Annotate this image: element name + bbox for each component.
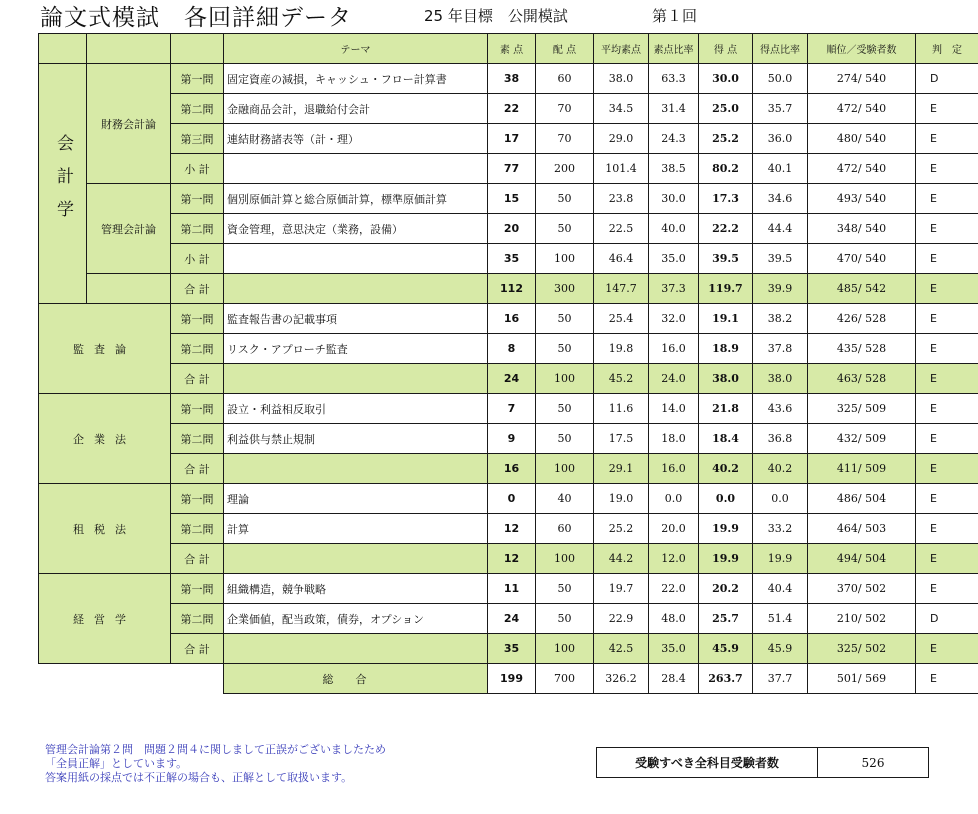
- allocation-cell: 50: [536, 304, 594, 334]
- raw-ratio-cell: 24.3: [649, 124, 699, 154]
- rank-cell: 432/ 509: [808, 424, 916, 454]
- raw-ratio-cell: 38.5: [649, 154, 699, 184]
- raw-score-cell: 24: [488, 604, 536, 634]
- points-cell: 39.5: [699, 244, 753, 274]
- rank-cell: 348/ 540: [808, 214, 916, 244]
- rank-cell: 325/ 502: [808, 634, 916, 664]
- raw-score-cell: 9: [488, 424, 536, 454]
- raw-score-cell: 35: [488, 244, 536, 274]
- grade-cell: E: [916, 304, 978, 334]
- theme-cell: [224, 154, 488, 184]
- raw-score-cell: 77: [488, 154, 536, 184]
- points-ratio-cell: 51.4: [753, 604, 808, 634]
- col-raw: 素 点: [488, 34, 536, 64]
- points-ratio-cell: 43.6: [753, 394, 808, 424]
- allocation-cell: 50: [536, 604, 594, 634]
- allocation-cell: 70: [536, 124, 594, 154]
- table-row: [39, 424, 978, 454]
- allocation-cell: 100: [536, 364, 594, 394]
- points-ratio-cell: 33.2: [753, 514, 808, 544]
- points-cell: 21.8: [699, 394, 753, 424]
- allocation-cell: 50: [536, 394, 594, 424]
- theme-cell: 計算: [224, 514, 488, 544]
- average-raw-cell: 46.4: [594, 244, 649, 274]
- table-row: [39, 334, 978, 364]
- points-cell: 18.4: [699, 424, 753, 454]
- raw-ratio-cell: 35.0: [649, 634, 699, 664]
- col-theme: テーマ: [224, 34, 488, 64]
- raw-score-cell: 17: [488, 124, 536, 154]
- subject-kansa: 監査論: [39, 304, 171, 394]
- question-label: 合 計: [171, 544, 224, 574]
- question-label: 小 計: [171, 154, 224, 184]
- table-row: [39, 394, 978, 424]
- score-table: [38, 33, 978, 694]
- question-label: 第二問: [171, 214, 224, 244]
- theme-cell: 資金管理，意思決定（業務，設備）: [224, 214, 488, 244]
- table-row: [39, 604, 978, 634]
- average-raw-cell: 25.4: [594, 304, 649, 334]
- question-label: 合 計: [171, 364, 224, 394]
- grand-total-label: 総合: [224, 664, 488, 694]
- theme-cell: 金融商品会計，退職給付会計: [224, 94, 488, 124]
- subject-sozei: 租税法: [39, 484, 171, 574]
- subject-kaikei: [39, 64, 87, 304]
- rank-cell: 472/ 540: [808, 154, 916, 184]
- allocation-cell: 60: [536, 514, 594, 544]
- question-label: 第一問: [171, 64, 224, 94]
- points-cell: 25.2: [699, 124, 753, 154]
- rank-cell: 463/ 528: [808, 364, 916, 394]
- grade-cell: E: [916, 244, 978, 274]
- raw-ratio-cell: 16.0: [649, 334, 699, 364]
- raw-ratio-cell: 30.0: [649, 184, 699, 214]
- points-ratio-cell: 50.0: [753, 64, 808, 94]
- allocation-cell: 100: [536, 454, 594, 484]
- average-raw-cell: 25.2: [594, 514, 649, 544]
- raw-ratio-cell: 24.0: [649, 364, 699, 394]
- raw-score-cell: 0: [488, 484, 536, 514]
- total-allocation-cell: 700: [536, 664, 594, 694]
- rank-cell: 411/ 509: [808, 454, 916, 484]
- allocation-cell: 100: [536, 544, 594, 574]
- grade-cell: E: [916, 634, 978, 664]
- grade-cell: D: [916, 64, 978, 94]
- table-row: [39, 304, 978, 334]
- question-label: 第二問: [171, 424, 224, 454]
- table-row: [39, 244, 978, 274]
- points-ratio-cell: 19.9: [753, 544, 808, 574]
- grade-cell: E: [916, 154, 978, 184]
- note-line-3: 答案用紙の採点では不正解の場合も、正解として取扱います。: [45, 771, 353, 784]
- examinee-count-label: 受験すべき全科目受験者数: [597, 748, 818, 778]
- question-label: 第一問: [171, 574, 224, 604]
- raw-score-cell: 15: [488, 184, 536, 214]
- table-row: [39, 364, 978, 394]
- raw-ratio-cell: 35.0: [649, 244, 699, 274]
- rank-cell: 210/ 502: [808, 604, 916, 634]
- raw-ratio-cell: 40.0: [649, 214, 699, 244]
- grade-cell: E: [916, 424, 978, 454]
- table-row: [39, 574, 978, 604]
- raw-score-cell: 11: [488, 574, 536, 604]
- total-rank-cell: 501/ 569: [808, 664, 916, 694]
- points-ratio-cell: 0.0: [753, 484, 808, 514]
- points-cell: 38.0: [699, 364, 753, 394]
- average-raw-cell: 147.7: [594, 274, 649, 304]
- table-row: [39, 484, 978, 514]
- raw-score-cell: 112: [488, 274, 536, 304]
- table-row: [39, 154, 978, 184]
- theme-cell: [224, 274, 488, 304]
- average-raw-cell: 42.5: [594, 634, 649, 664]
- total-grade-cell: E: [916, 664, 978, 694]
- points-ratio-cell: 40.1: [753, 154, 808, 184]
- raw-ratio-cell: 31.4: [649, 94, 699, 124]
- points-cell: 25.0: [699, 94, 753, 124]
- average-raw-cell: 11.6: [594, 394, 649, 424]
- average-raw-cell: 44.2: [594, 544, 649, 574]
- table-row: [39, 64, 978, 94]
- total-points-cell: 263.7: [699, 664, 753, 694]
- examinee-count-value: 526: [818, 748, 929, 778]
- points-cell: 19.1: [699, 304, 753, 334]
- question-label: 第一問: [171, 184, 224, 214]
- theme-cell: 連結財務諸表等（計・理）: [224, 124, 488, 154]
- points-cell: 19.9: [699, 514, 753, 544]
- rank-cell: 485/ 542: [808, 274, 916, 304]
- allocation-cell: 50: [536, 214, 594, 244]
- question-label: 第二問: [171, 604, 224, 634]
- raw-score-cell: 16: [488, 454, 536, 484]
- points-cell: 0.0: [699, 484, 753, 514]
- question-label: 第二問: [171, 334, 224, 364]
- points-ratio-cell: 44.4: [753, 214, 808, 244]
- grand-total-row: [39, 664, 978, 694]
- exam-target: 25 年目標 公開模試: [424, 7, 568, 25]
- grade-cell: E: [916, 184, 978, 214]
- raw-score-cell: 12: [488, 544, 536, 574]
- note-line-1: 管理会計論第２問 問題２問４に関しまして正誤がございましたため: [45, 743, 386, 756]
- table-row: [39, 214, 978, 244]
- grade-cell: E: [916, 484, 978, 514]
- raw-score-cell: 24: [488, 364, 536, 394]
- rank-cell: 494/ 504: [808, 544, 916, 574]
- average-raw-cell: 23.8: [594, 184, 649, 214]
- points-ratio-cell: 40.2: [753, 454, 808, 484]
- points-ratio-cell: 38.2: [753, 304, 808, 334]
- rank-cell: 426/ 528: [808, 304, 916, 334]
- exam-round: 第１回: [652, 7, 698, 25]
- points-ratio-cell: 37.8: [753, 334, 808, 364]
- rank-cell: 472/ 540: [808, 94, 916, 124]
- col-rank: 順位／受験者数: [808, 34, 916, 64]
- raw-ratio-cell: 0.0: [649, 484, 699, 514]
- points-ratio-cell: 38.0: [753, 364, 808, 394]
- raw-score-cell: 38: [488, 64, 536, 94]
- rank-cell: 370/ 502: [808, 574, 916, 604]
- grade-cell: E: [916, 274, 978, 304]
- grade-cell: E: [916, 334, 978, 364]
- allocation-cell: 50: [536, 424, 594, 454]
- col-avg-raw: 平均素点: [594, 34, 649, 64]
- grade-cell: E: [916, 214, 978, 244]
- allocation-cell: 200: [536, 154, 594, 184]
- points-cell: 119.7: [699, 274, 753, 304]
- points-cell: 19.9: [699, 544, 753, 574]
- allocation-cell: 50: [536, 334, 594, 364]
- theme-cell: リスク・アプローチ監査: [224, 334, 488, 364]
- average-raw-cell: 34.5: [594, 94, 649, 124]
- theme-cell: 設立・利益相反取引: [224, 394, 488, 424]
- average-raw-cell: 19.0: [594, 484, 649, 514]
- table-row: [39, 274, 978, 304]
- grade-cell: E: [916, 514, 978, 544]
- subject-kigyo: 企業法: [39, 394, 171, 484]
- points-cell: 40.2: [699, 454, 753, 484]
- theme-cell: 個別原価計算と総合原価計算，標準原価計算: [224, 184, 488, 214]
- allocation-cell: 300: [536, 274, 594, 304]
- grade-cell: E: [916, 574, 978, 604]
- subsubject-kanri: 管理会計論: [87, 184, 171, 274]
- rank-cell: 435/ 528: [808, 334, 916, 364]
- theme-cell: [224, 364, 488, 394]
- raw-ratio-cell: 22.0: [649, 574, 699, 604]
- table-row: [39, 634, 978, 664]
- raw-score-cell: 12: [488, 514, 536, 544]
- examinee-count-box: [596, 747, 929, 778]
- points-cell: 22.2: [699, 214, 753, 244]
- average-raw-cell: 29.0: [594, 124, 649, 154]
- note-line-2: 「全員正解」としています。: [45, 757, 188, 770]
- raw-score-cell: 20: [488, 214, 536, 244]
- raw-score-cell: 22: [488, 94, 536, 124]
- raw-score-cell: 8: [488, 334, 536, 364]
- table-row: [39, 184, 978, 214]
- average-raw-cell: 17.5: [594, 424, 649, 454]
- points-cell: 25.7: [699, 604, 753, 634]
- question-label: 合 計: [171, 274, 224, 304]
- raw-ratio-cell: 20.0: [649, 514, 699, 544]
- theme-cell: [224, 454, 488, 484]
- average-raw-cell: 101.4: [594, 154, 649, 184]
- col-points: 得 点: [699, 34, 753, 64]
- theme-cell: [224, 634, 488, 664]
- total-raw-cell: 199: [488, 664, 536, 694]
- col-raw-ratio: 素点比率: [649, 34, 699, 64]
- question-label: 合 計: [171, 454, 224, 484]
- grade-cell: E: [916, 394, 978, 424]
- rank-cell: 464/ 503: [808, 514, 916, 544]
- points-cell: 30.0: [699, 64, 753, 94]
- points-cell: 45.9: [699, 634, 753, 664]
- points-cell: 17.3: [699, 184, 753, 214]
- average-raw-cell: 22.9: [594, 604, 649, 634]
- theme-cell: 監査報告書の記載事項: [224, 304, 488, 334]
- points-ratio-cell: 45.9: [753, 634, 808, 664]
- table-row: [39, 94, 978, 124]
- question-label: 第一問: [171, 304, 224, 334]
- points-ratio-cell: 35.7: [753, 94, 808, 124]
- question-label: 合 計: [171, 634, 224, 664]
- total-raw-ratio-cell: 28.4: [649, 664, 699, 694]
- points-ratio-cell: 40.4: [753, 574, 808, 604]
- allocation-cell: 50: [536, 574, 594, 604]
- rank-cell: 274/ 540: [808, 64, 916, 94]
- question-label: 第一問: [171, 484, 224, 514]
- points-ratio-cell: 36.8: [753, 424, 808, 454]
- table-row: [39, 124, 978, 154]
- grade-cell: D: [916, 604, 978, 634]
- subject-keiei: 経営学: [39, 574, 171, 664]
- page-title: 論文式模試 各回詳細データ: [40, 5, 352, 31]
- raw-ratio-cell: 18.0: [649, 424, 699, 454]
- col-points-ratio: 得点比率: [753, 34, 808, 64]
- raw-score-cell: 16: [488, 304, 536, 334]
- column-header-row: [39, 34, 978, 64]
- col-alloc: 配 点: [536, 34, 594, 64]
- theme-cell: [224, 544, 488, 574]
- grade-cell: E: [916, 124, 978, 154]
- allocation-cell: 40: [536, 484, 594, 514]
- grade-cell: E: [916, 94, 978, 124]
- rank-cell: 325/ 509: [808, 394, 916, 424]
- theme-cell: 利益供与禁止規制: [224, 424, 488, 454]
- theme-cell: [224, 244, 488, 274]
- allocation-cell: 60: [536, 64, 594, 94]
- average-raw-cell: 19.8: [594, 334, 649, 364]
- grade-cell: E: [916, 454, 978, 484]
- raw-ratio-cell: 37.3: [649, 274, 699, 304]
- question-label: 小 計: [171, 244, 224, 274]
- col-grade: 判 定: [916, 34, 978, 64]
- rank-cell: 486/ 504: [808, 484, 916, 514]
- allocation-cell: 50: [536, 184, 594, 214]
- question-label: 第二問: [171, 94, 224, 124]
- total-average-cell: 326.2: [594, 664, 649, 694]
- table-row: [39, 544, 978, 574]
- question-label: 第三問: [171, 124, 224, 154]
- average-raw-cell: 38.0: [594, 64, 649, 94]
- average-raw-cell: 29.1: [594, 454, 649, 484]
- theme-cell: 理論: [224, 484, 488, 514]
- average-raw-cell: 22.5: [594, 214, 649, 244]
- question-label: 第一問: [171, 394, 224, 424]
- points-ratio-cell: 36.0: [753, 124, 808, 154]
- average-raw-cell: 45.2: [594, 364, 649, 394]
- points-ratio-cell: 34.6: [753, 184, 808, 214]
- average-raw-cell: 19.7: [594, 574, 649, 604]
- allocation-cell: 100: [536, 634, 594, 664]
- rank-cell: 493/ 540: [808, 184, 916, 214]
- rank-cell: 470/ 540: [808, 244, 916, 274]
- theme-cell: 固定資産の減損，キャッシュ・フロー計算書: [224, 64, 488, 94]
- raw-ratio-cell: 16.0: [649, 454, 699, 484]
- grade-cell: E: [916, 364, 978, 394]
- total-points-ratio-cell: 37.7: [753, 664, 808, 694]
- raw-ratio-cell: 32.0: [649, 304, 699, 334]
- grade-cell: E: [916, 544, 978, 574]
- question-label: 第二問: [171, 514, 224, 544]
- points-cell: 18.9: [699, 334, 753, 364]
- points-ratio-cell: 39.5: [753, 244, 808, 274]
- table-row: [39, 454, 978, 484]
- subsubject-spacer: [87, 274, 171, 304]
- table-row: [39, 514, 978, 544]
- rank-cell: 480/ 540: [808, 124, 916, 154]
- theme-cell: 企業価値，配当政策，債券，オプション: [224, 604, 488, 634]
- correction-note: [45, 743, 386, 785]
- subject-kaikei-text: 会計学: [53, 134, 73, 233]
- theme-cell: 組織構造，競争戦略: [224, 574, 488, 604]
- raw-ratio-cell: 14.0: [649, 394, 699, 424]
- blank-cell: [39, 664, 224, 694]
- raw-ratio-cell: 48.0: [649, 604, 699, 634]
- points-cell: 80.2: [699, 154, 753, 184]
- raw-ratio-cell: 63.3: [649, 64, 699, 94]
- points-cell: 20.2: [699, 574, 753, 604]
- raw-ratio-cell: 12.0: [649, 544, 699, 574]
- allocation-cell: 70: [536, 94, 594, 124]
- raw-score-cell: 35: [488, 634, 536, 664]
- subsubject-zaimu: 財務会計論: [87, 64, 171, 184]
- raw-score-cell: 7: [488, 394, 536, 424]
- points-ratio-cell: 39.9: [753, 274, 808, 304]
- allocation-cell: 100: [536, 244, 594, 274]
